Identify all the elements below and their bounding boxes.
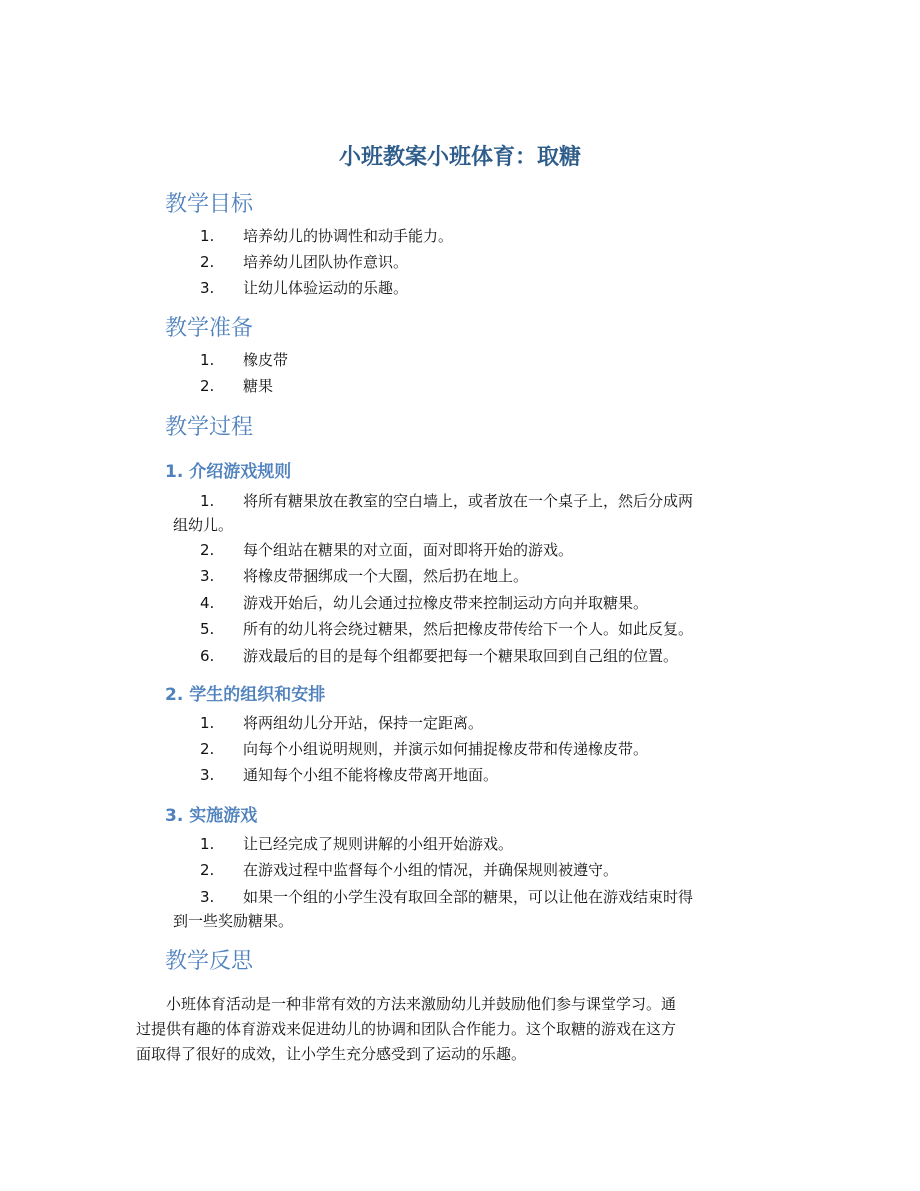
list-number: 4.: [200, 594, 215, 612]
list-text-continuation: 到一些奖励糖果。: [173, 912, 294, 930]
list-text-continuation: 组幼儿。: [173, 516, 234, 534]
section-heading-goals: 教学目标: [165, 192, 254, 217]
subsection-heading-implementation: 3. 实施游戏: [165, 806, 258, 826]
list-number: 1.: [200, 227, 215, 245]
list-number: 1.: [200, 714, 215, 732]
list-text: 每个组站在糖果的对立面，面对即将开始的游戏。: [243, 541, 574, 559]
list-text: 将橡皮带捆绑成一个大圈，然后扔在地上。: [243, 567, 529, 585]
list-text: 通知每个小组不能将橡皮带离开地面。: [243, 766, 499, 784]
list-text: 游戏开始后，幼儿会通过拉橡皮带来控制运动方向并取糖果。: [243, 594, 649, 612]
list-number: 3.: [200, 888, 215, 906]
paragraph-line: 过提供有趣的体育游戏来促进幼儿的协调和团队合作能力。这个取糖的游戏在这方: [136, 1020, 677, 1038]
list-number: 3.: [200, 567, 215, 585]
subsection-heading-organization: 2. 学生的组织和安排: [165, 685, 326, 705]
list-text: 如果一个组的小学生没有取回全部的糖果，可以让他在游戏结束时得: [243, 888, 694, 906]
list-text: 糖果: [243, 377, 274, 395]
list-number: 2.: [200, 861, 215, 879]
list-text: 向每个小组说明规则，并演示如何捕捉橡皮带和传递橡皮带。: [243, 740, 649, 758]
list-text: 橡皮带: [243, 351, 289, 369]
list-text: 让幼儿体验运动的乐趣。: [243, 279, 409, 297]
list-number: 1.: [200, 492, 215, 510]
list-number: 2.: [200, 377, 215, 395]
subsection-heading-rules: 1. 介绍游戏规则: [165, 462, 292, 482]
list-text: 在游戏过程中监督每个小组的情况，并确保规则被遵守。: [243, 861, 619, 879]
paragraph-line: 面取得了很好的成效，让小学生充分感受到了运动的乐趣。: [136, 1045, 527, 1063]
list-number: 5.: [200, 620, 215, 638]
list-number: 2.: [200, 740, 215, 758]
list-number: 2.: [200, 541, 215, 559]
list-number: 6.: [200, 647, 215, 665]
list-text: 游戏最后的目的是每个组都要把每一个糖果取回到自己组的位置。: [243, 647, 679, 665]
list-text: 让已经完成了规则讲解的小组开始游戏。: [243, 835, 514, 853]
page-title: 小班教案小班体育：取糖: [338, 145, 581, 170]
list-number: 2.: [200, 253, 215, 271]
section-heading-process: 教学过程: [165, 415, 254, 440]
list-number: 3.: [200, 766, 215, 784]
list-text: 所有的幼儿将会绕过糖果，然后把橡皮带传给下一个人。如此反复。: [243, 620, 694, 638]
list-number: 3.: [200, 279, 215, 297]
list-text: 培养幼儿团队协作意识。: [243, 253, 409, 271]
list-number: 1.: [200, 835, 215, 853]
section-heading-reflection: 教学反思: [165, 949, 254, 974]
list-text: 培养幼儿的协调性和动手能力。: [243, 227, 454, 245]
section-heading-prep: 教学准备: [165, 316, 254, 341]
paragraph-line: 小班体育活动是一种非常有效的方法来激励幼儿并鼓励他们参与课堂学习。通: [166, 995, 677, 1013]
list-text: 将所有糖果放在教室的空白墙上，或者放在一个桌子上，然后分成两: [243, 492, 694, 510]
list-number: 1.: [200, 351, 215, 369]
list-text: 将两组幼儿分开站，保持一定距离。: [243, 714, 484, 732]
